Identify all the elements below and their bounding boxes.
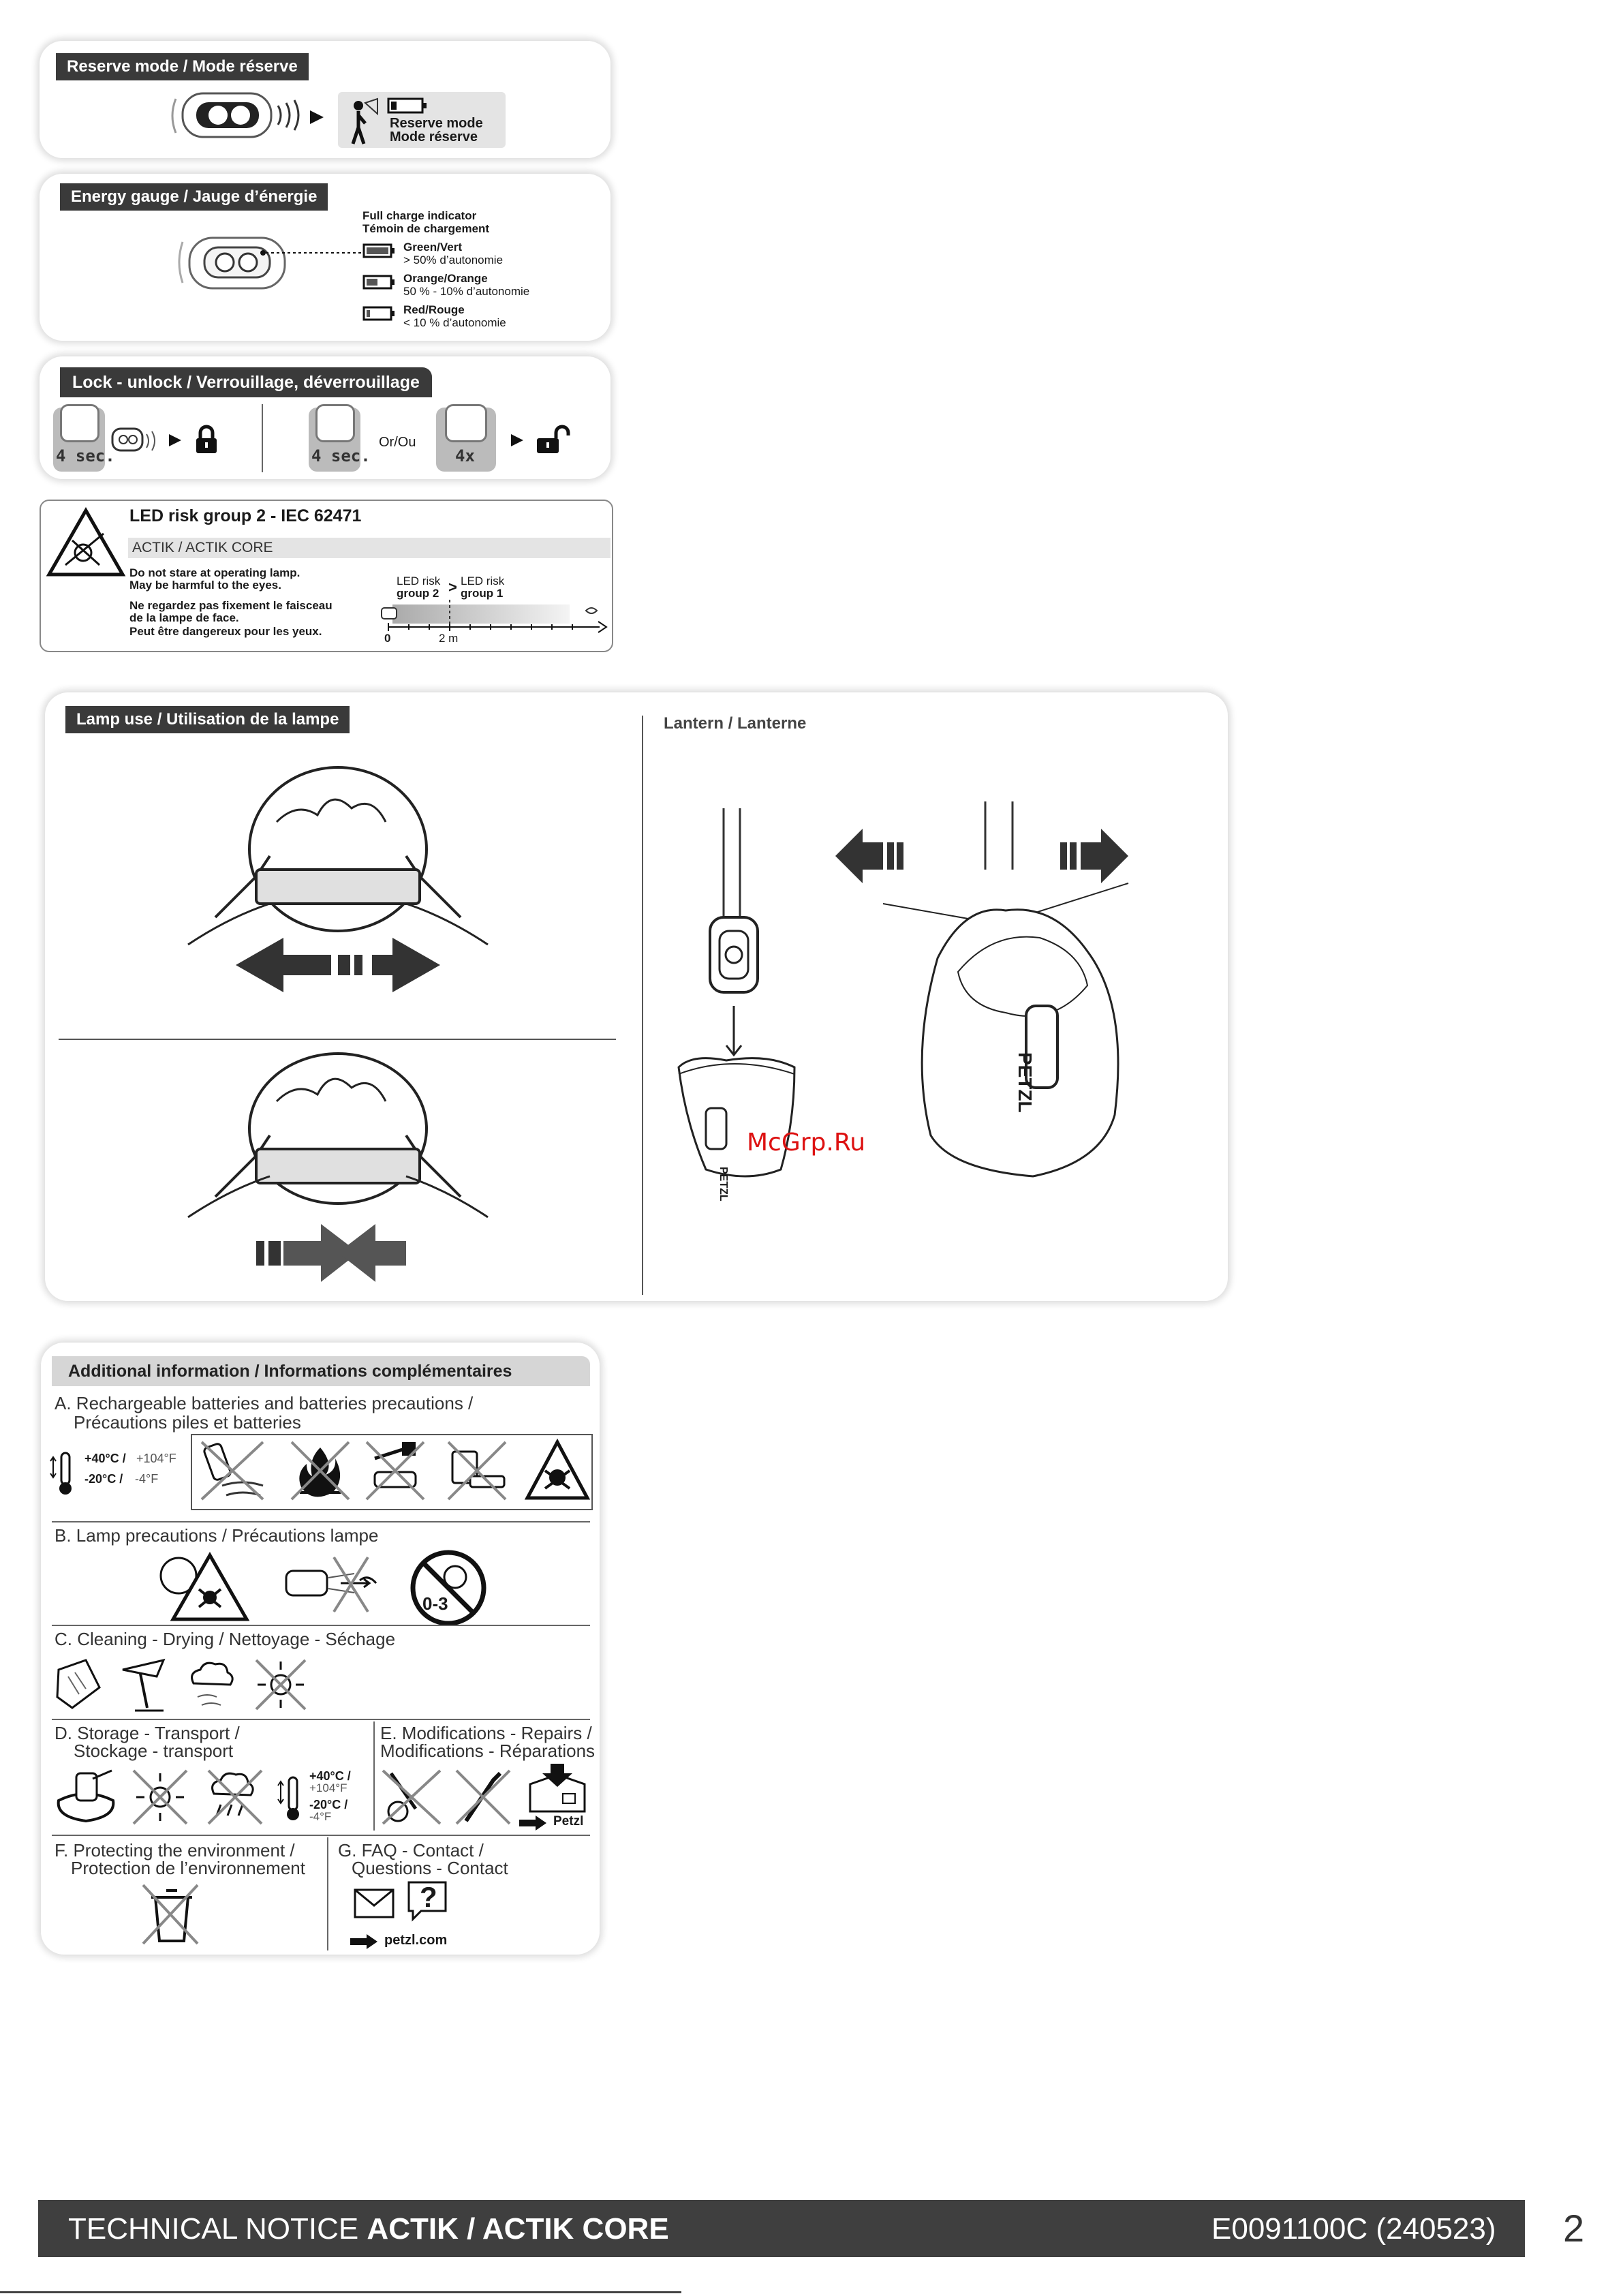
warning-fr-3: Peut être dangereux pour les yeux. bbox=[129, 625, 322, 638]
section-a-temp-lo-f: -4°F bbox=[135, 1472, 159, 1486]
battery-half-icon bbox=[362, 275, 397, 290]
press-count: 4x bbox=[455, 446, 475, 465]
button-icon-right bbox=[315, 404, 355, 442]
thermometer-storage-icon bbox=[277, 1773, 304, 1824]
risk-greater-than: > bbox=[448, 579, 457, 596]
watermark: McGrp.Ru bbox=[747, 1129, 866, 1157]
section-g-title-2: Questions - Contact bbox=[352, 1858, 508, 1878]
lamp-use-panel bbox=[45, 692, 1228, 1301]
section-a-temp-lo: -20°C / bbox=[84, 1472, 123, 1486]
thermometer-icon bbox=[49, 1450, 76, 1498]
battery-full-icon bbox=[362, 243, 397, 258]
level-orange-desc: 50 % - 10% d’autonomie bbox=[403, 285, 530, 298]
lantern-illustration bbox=[658, 781, 1217, 1279]
no-modify-icon bbox=[452, 1766, 514, 1828]
press-duration-right: 4 sec. bbox=[311, 446, 371, 465]
head-adjust-illustration bbox=[174, 767, 501, 1026]
vertical-divider bbox=[642, 716, 643, 1295]
battery-low-icon bbox=[387, 97, 428, 114]
led-risk-title: LED risk group 2 - IEC 62471 bbox=[129, 506, 362, 525]
distance-scale bbox=[382, 600, 613, 641]
brand-label-large: PETZL bbox=[1015, 1052, 1036, 1113]
arrow-right-icon bbox=[510, 433, 525, 448]
button-icon-times bbox=[445, 404, 487, 442]
energy-gauge-panel bbox=[40, 174, 610, 341]
toxic-warning-icon bbox=[525, 1438, 590, 1503]
section-f-title-1: F. Protecting the environment / bbox=[55, 1840, 295, 1861]
battery-empty-icon bbox=[362, 306, 397, 321]
head-tighten-illustration bbox=[174, 1054, 501, 1299]
section-e-title-1: E. Modifications - Repairs / bbox=[380, 1723, 592, 1743]
warning-en-1: Do not stare at operating lamp. bbox=[129, 566, 300, 579]
reserve-mode-label: Reserve mode bbox=[390, 116, 483, 131]
section-divider-cd bbox=[52, 1719, 590, 1720]
return-to-petzl-icon bbox=[523, 1764, 591, 1818]
lock-icon bbox=[195, 425, 218, 455]
no-water-icon bbox=[195, 1438, 270, 1503]
faq-question-mark: ? bbox=[420, 1881, 437, 1913]
section-divider-ab bbox=[52, 1521, 590, 1522]
additional-info-panel bbox=[41, 1343, 600, 1955]
reserve-mode-panel bbox=[40, 41, 610, 158]
warning-fr-1: Ne regardez pas fixement le faisceau bbox=[129, 599, 333, 612]
person-icon bbox=[345, 99, 379, 147]
no-short-circuit-icon bbox=[443, 1438, 511, 1503]
section-a-temp-hi-f: +104°F bbox=[136, 1452, 176, 1465]
section-a-temp-hi: +40°C / bbox=[84, 1452, 126, 1465]
headlamp-beam-icon bbox=[111, 425, 159, 456]
section-d-temp-lo-f: -4°F bbox=[309, 1810, 332, 1823]
no-stare-icon bbox=[279, 1550, 382, 1619]
section-f-title-2: Protection de l’environnement bbox=[71, 1858, 305, 1878]
risk-group-2-label-a: LED risk bbox=[397, 575, 441, 587]
section-e-title-2: Modifications - Réparations bbox=[380, 1741, 596, 1761]
arrow-right-icon bbox=[518, 1814, 548, 1832]
section-d-temp-hi-f: +104°F bbox=[309, 1781, 347, 1794]
unlock-icon bbox=[536, 425, 570, 455]
section-g-title-1: G. FAQ - Contact / bbox=[338, 1840, 484, 1861]
no-crush-icon bbox=[361, 1438, 429, 1503]
no-sun-storage-icon bbox=[129, 1766, 191, 1828]
section-d-temp-hi: +40°C / bbox=[309, 1769, 351, 1783]
lantern-title: Lantern / Lanterne bbox=[664, 714, 807, 733]
section-divider-def bbox=[52, 1835, 590, 1836]
risk-group-1-label-a: LED risk bbox=[461, 575, 505, 587]
level-green-label: Green/Vert bbox=[403, 241, 462, 254]
section-a-title-2: Précautions piles et batteries bbox=[74, 1412, 301, 1433]
level-green-desc: > 50% d’autonomie bbox=[403, 254, 504, 266]
arrow-right-icon bbox=[309, 109, 325, 125]
rinse-icon bbox=[116, 1656, 170, 1713]
petzl-website-link[interactable]: petzl.com bbox=[384, 1933, 448, 1948]
no-trash-icon bbox=[136, 1881, 204, 1946]
arrow-right-icon bbox=[349, 1933, 379, 1950]
full-charge-indicator-label-fr: Témoin de chargement bbox=[362, 222, 490, 235]
reserve-mode-label-fr: Mode réserve bbox=[390, 129, 478, 144]
lamp-use-title: Lamp use / Utilisation de la lampe bbox=[65, 706, 350, 733]
full-charge-indicator-label: Full charge indicator bbox=[362, 209, 477, 222]
warning-en-2: May be harmful to the eyes. bbox=[129, 579, 281, 592]
lock-unlock-panel bbox=[40, 356, 610, 479]
section-c-title: C. Cleaning - Drying / Nettoyage - Séchage bbox=[55, 1629, 396, 1649]
led-risk-panel bbox=[40, 500, 613, 652]
cloth-wipe-icon bbox=[52, 1656, 106, 1713]
risk-group-2-label-b: group 2 bbox=[397, 587, 439, 600]
air-dry-icon bbox=[184, 1656, 238, 1713]
no-swallow-warning-icon bbox=[151, 1548, 253, 1623]
level-red-label: Red/Rouge bbox=[403, 303, 465, 316]
distance-2m: 2 m bbox=[439, 632, 459, 645]
petzl-label: Petzl bbox=[553, 1814, 584, 1828]
section-fg-divider bbox=[327, 1837, 328, 1950]
press-duration-left: 4 sec. bbox=[56, 446, 115, 465]
arrow-right-icon bbox=[168, 433, 183, 448]
section-de-divider bbox=[373, 1721, 375, 1831]
page-number: 2 bbox=[1563, 2207, 1585, 2250]
age-label: 0-3 bbox=[422, 1593, 448, 1614]
brand-label-small: PETZL bbox=[717, 1167, 729, 1201]
no-rain-storage-icon bbox=[204, 1766, 266, 1828]
bottom-rule bbox=[0, 2291, 681, 2293]
no-sun-dry-icon bbox=[252, 1656, 309, 1713]
section-d-title-1: D. Storage - Transport / bbox=[55, 1723, 240, 1743]
horizontal-divider bbox=[59, 1039, 616, 1040]
footer-prefix: TECHNICAL NOTICE bbox=[68, 2212, 367, 2246]
risk-group-1-label-b: group 1 bbox=[461, 587, 504, 600]
section-a-title-1: A. Rechargeable batteries and batteries precautions / bbox=[55, 1393, 474, 1413]
no-children-icon bbox=[407, 1547, 489, 1629]
additional-info-title: Additional information / Informations complémentaires bbox=[68, 1362, 512, 1381]
section-b-title: B. Lamp precautions / Précautions lampe bbox=[55, 1525, 379, 1546]
or-label: Or/Ou bbox=[379, 435, 416, 450]
level-orange-label: Orange/Orange bbox=[403, 272, 488, 285]
footer-reference: E0091100C (240523) bbox=[1211, 2212, 1496, 2246]
headlamp-icon bbox=[176, 228, 380, 296]
footer-product: ACTIK / ACTIK CORE bbox=[367, 2212, 669, 2246]
reserve-mode-title: Reserve mode / Mode réserve bbox=[56, 53, 309, 80]
no-repair-icon bbox=[377, 1766, 446, 1828]
no-fire-icon bbox=[286, 1438, 354, 1503]
section-d-temp-lo: -20°C / bbox=[309, 1798, 348, 1811]
section-divider-bc bbox=[52, 1625, 590, 1626]
mail-icon bbox=[353, 1888, 395, 1919]
section-d-title-2: Stockage - transport bbox=[74, 1741, 234, 1761]
level-red-desc: < 10 % d’autonomie bbox=[403, 316, 506, 329]
lock-unlock-title: Lock - unlock / Verrouillage, déverrouillage bbox=[60, 367, 432, 397]
footer-title bbox=[68, 2213, 669, 2246]
distance-zero: 0 bbox=[384, 632, 391, 645]
models-label: ACTIK / ACTIK CORE bbox=[132, 540, 273, 555]
divider bbox=[262, 404, 263, 472]
storage-headlamp-icon bbox=[52, 1766, 120, 1828]
button-icon-left bbox=[60, 404, 99, 442]
energy-gauge-title: Energy gauge / Jauge d’énergie bbox=[60, 183, 328, 211]
laser-warning-icon bbox=[45, 506, 127, 579]
warning-fr-2: de la lampe de face. bbox=[129, 611, 239, 624]
